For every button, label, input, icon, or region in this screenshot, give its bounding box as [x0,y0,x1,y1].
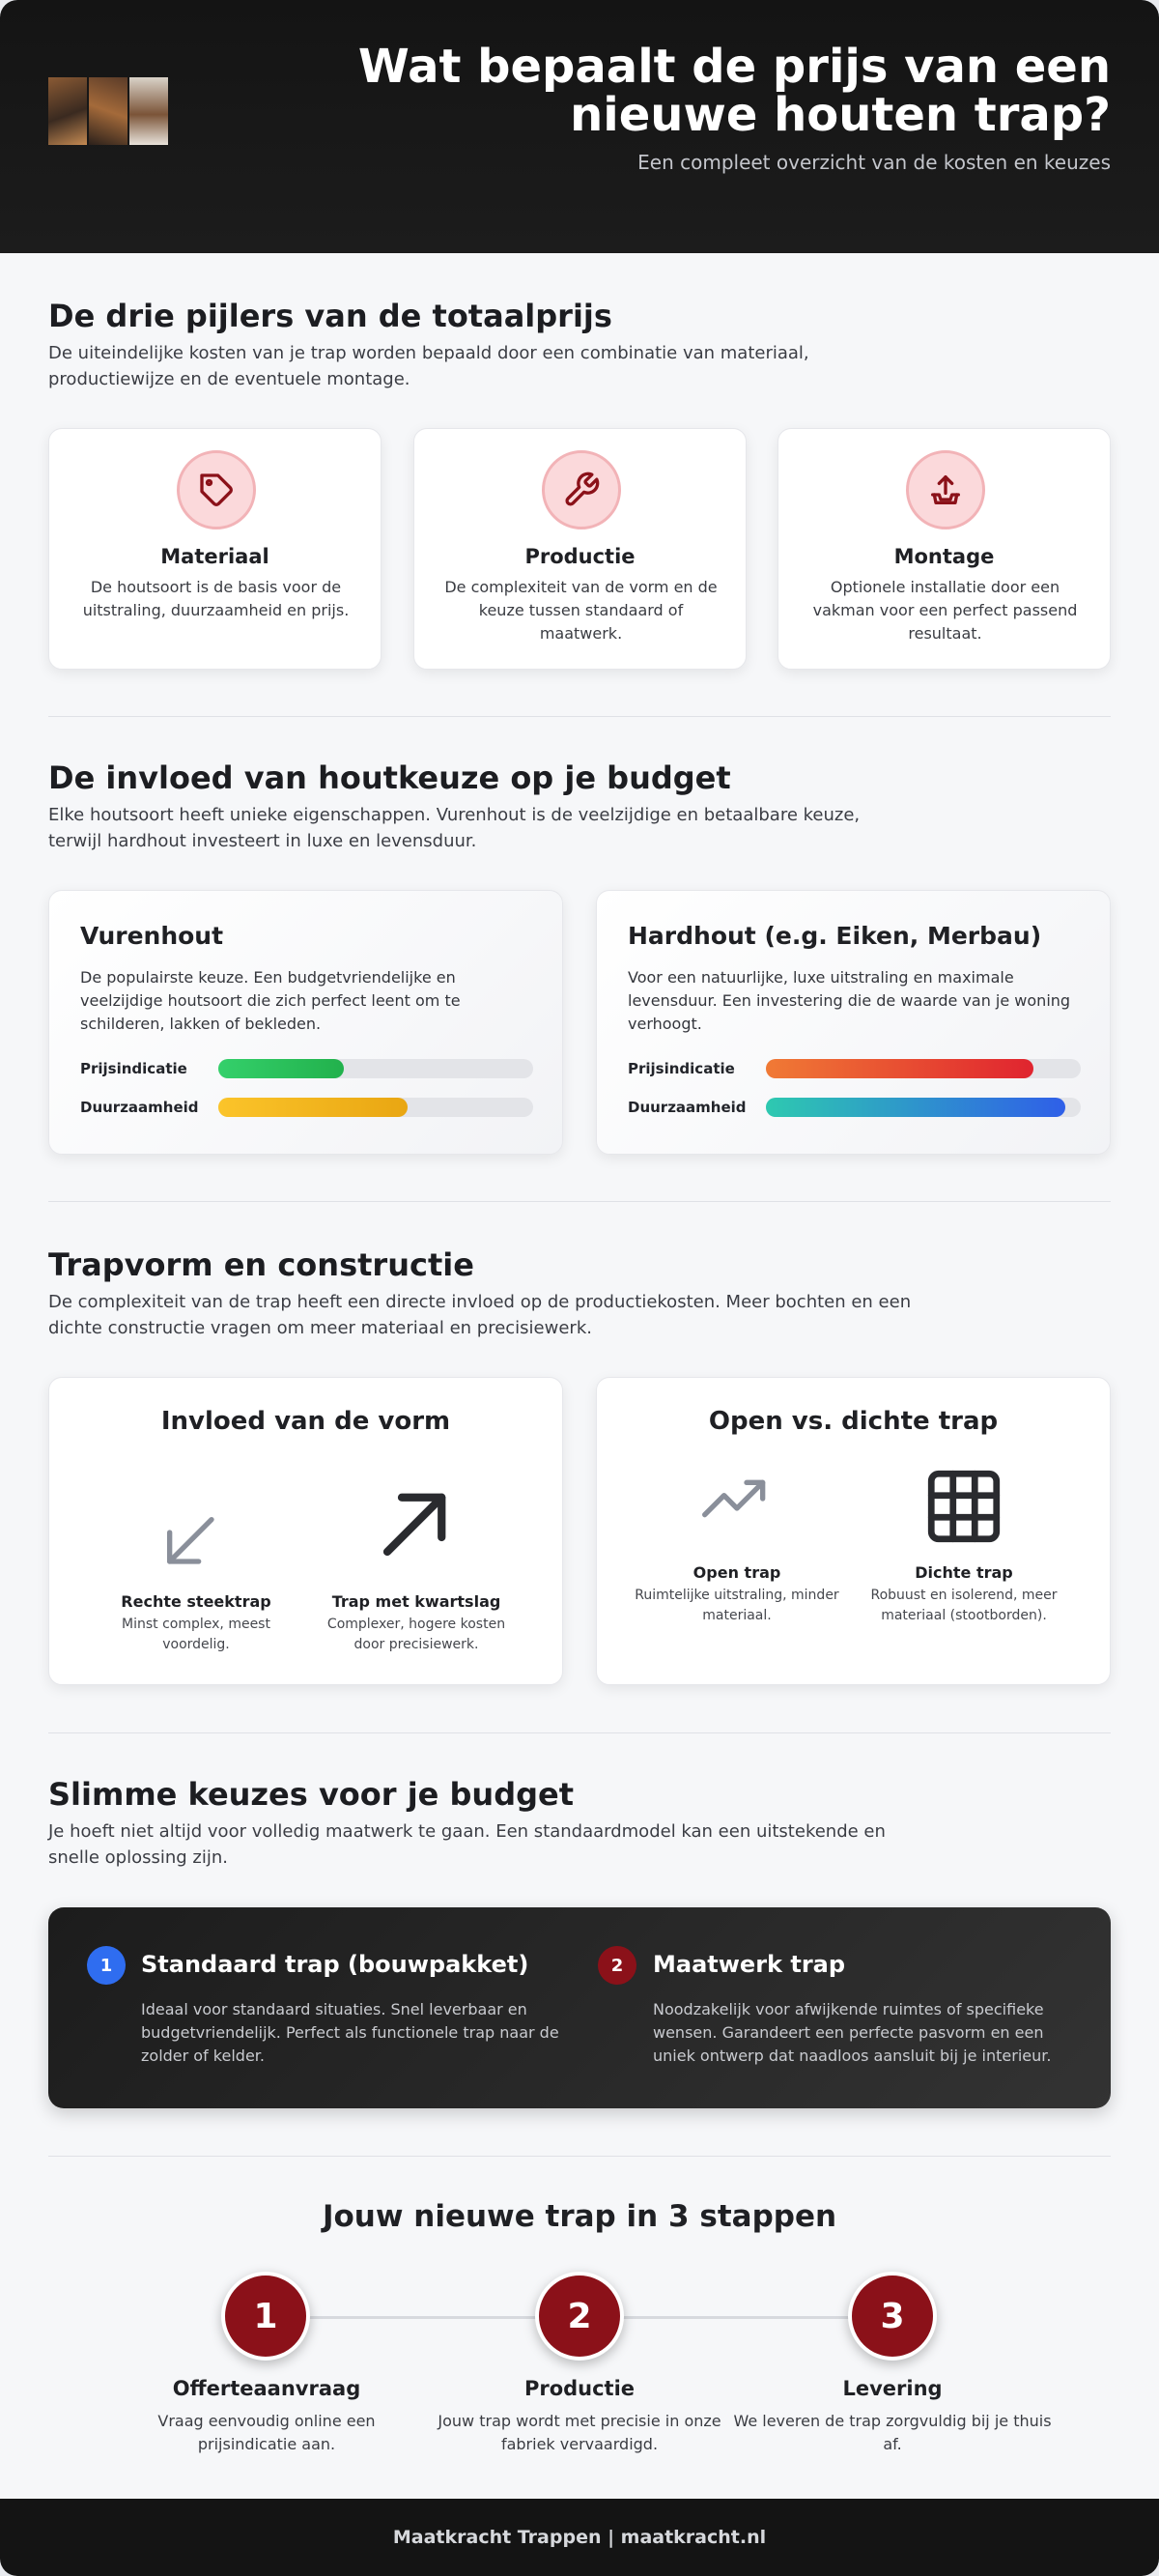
step-name: Levering [842,2377,943,2400]
grid-icon [920,1463,1007,1554]
section-text-wood: Elke houtsoort heeft unieke eigenschappen. Vurenhout is de veelzijdige en betaalbare keuze, terwijl hardhout investeert in luxe en levensduur. [48,805,861,851]
pillar-card-productie [413,428,747,670]
page-subtitle: Een compleet overzicht van de kosten en keuzes [637,151,1111,174]
budget-option-text: Noodzakelijk voor afwijkende ruimtes of specifieke wensen. Garandeert een perfecte pasvorm en een uniek ontwerp dat naadloos aansluit bij je interieur. [653,2000,1052,2065]
section-title-pillars: De drie pijlers van de totaalprijs [48,298,612,334]
step-name: Offerteaanvraag [172,2377,361,2400]
meter-label-price: Prijsindicatie [80,1060,187,1077]
shape-option-name: Open trap [693,1563,781,1582]
durability-meter [766,1098,1081,1117]
budget-badge: 1 [87,1946,126,1985]
stair-photo [89,77,127,145]
price-meter [218,1059,533,1078]
step-desc: Vraag eenvoudig online een prijsindicatie aan. [157,2412,376,2453]
section-title-shape: Trapvorm en constructie [48,1246,474,1283]
shape-option-name: Dichte trap [915,1563,1013,1582]
step-number: 3 [848,2272,937,2361]
budget-option-title: Standaard trap (bouwpakket) [141,1951,529,1978]
trending-up-icon [698,1460,776,1541]
shape-card-open-dicht [596,1377,1111,1685]
durability-meter [218,1098,533,1117]
wood-title: Hardhout (e.g. Eiken, Merbau) [628,922,1042,950]
steps-title: Jouw nieuwe trap in 3 stappen [322,2199,837,2234]
tag-icon [177,450,256,530]
meter-label-durability: Duurzaamheid [80,1099,199,1116]
shape-card-vorm [48,1377,563,1685]
section-divider [48,1201,1111,1202]
budget-badge: 2 [598,1946,636,1985]
stair-photo [48,77,87,145]
hero-header [0,0,1159,253]
pillar-text: De houtsoort is de basis voor de uitstraling, duurzaamheid en prijs. [82,578,350,619]
shape-card-title: Open vs. dichte trap [708,1407,999,1436]
shape-option [104,1592,288,1655]
step-number: 1 [221,2272,310,2361]
pillar-text: De complexiteit van de vorm en de keuze tussen standaard of maatwerk. [444,578,718,643]
pillar-title: Materiaal [160,545,269,568]
step-number: 2 [535,2272,624,2361]
price-meter-fill [766,1059,1033,1078]
durability-meter-fill [218,1098,408,1117]
section-text-pillars: De uiteindelijke kosten van je trap worden bepaald door een combinatie van materiaal, productiewijze en de eventuele montage. [48,343,809,389]
shape-option-desc: Robuust en isolerend, meer materiaal (stootborden). [870,1588,1058,1623]
pillar-title: Productie [524,545,636,568]
section-title-budget: Slimme keuzes voor je budget [48,1776,574,1813]
section-text-budget: Je hoeft niet altijd voor volledig maatwerk te gaan. Een standaardmodel kan een uitstekende en snelle oplossing zijn. [48,1821,886,1868]
step-desc: Jouw trap wordt met precisie in onze fabriek vervaardigd. [438,2412,721,2453]
section-divider [48,716,1111,717]
pillar-text: Optionele installatie door een vakman voor een perfect passend resultaat. [812,578,1078,643]
page-title: Wat bepaalt de prijs van een nieuwe houten trap? [357,40,1111,142]
shape-option-name: Trap met kwartslag [331,1592,501,1611]
pillar-card-materiaal [48,428,382,670]
price-meter-fill [218,1059,344,1078]
stair-photo [129,77,168,145]
pillar-card-montage [777,428,1111,670]
shape-option-name: Rechte steektrap [121,1592,271,1611]
budget-option-text: Ideaal voor standaard situaties. Snel leverbaar en budgetvriendelijk. Perfect als functionele trap naar de zolder of kelder. [141,2000,559,2065]
step-desc: We leveren de trap zorgvuldig bij je thuis af. [733,2412,1052,2453]
section-title-wood: De invloed van houtkeuze op je budget [48,759,731,796]
shape-option-desc: Minst complex, meest voordelig. [122,1617,270,1652]
pillar-title: Montage [893,545,995,568]
shape-option [320,1592,513,1655]
arrow-up-right-icon [373,1479,460,1570]
footer-text[interactable]: Maatkracht Trappen | maatkracht.nl [392,2527,767,2548]
arrow-down-left-icon [154,1503,231,1585]
hero-image-strip [48,77,168,145]
wrench-icon [542,450,621,530]
footer [0,2499,1159,2576]
meter-label-price: Prijsindicatie [628,1060,735,1077]
wood-title: Vurenhout [80,922,224,950]
shape-card-title: Invloed van de vorm [160,1407,451,1436]
shape-option-desc: Complexer, hogere kosten door precisiewerk. [326,1617,506,1652]
section-divider [48,2156,1111,2157]
step-name: Productie [523,2377,636,2400]
wood-card-vurenhout [48,890,563,1155]
wood-text: De populairste keuze. Een budgetvriendelijke en veelzijdige houtsoort die zich perfect leent om te schilderen, lakken of bekleden. [80,968,461,1033]
wood-card-hardhout [596,890,1111,1155]
budget-option-title: Maatwerk trap [653,1951,846,1978]
section-divider [48,1732,1111,1733]
price-meter [766,1059,1081,1078]
shape-option-desc: Ruimtelijke uitstraling, minder materiaal. [635,1588,839,1623]
upload-icon [906,450,985,530]
budget-panel [48,1907,1111,2108]
shape-option [631,1563,843,1626]
section-text-shape: De complexiteit van de trap heeft een directe invloed op de productiekosten. Meer bochten en een dichte constructie vragen om meer materiaal en precisiewerk. [48,1292,912,1338]
durability-meter-fill [766,1098,1065,1117]
shape-option [858,1563,1070,1626]
wood-text: Voor een natuurlijke, luxe uitstraling en maximale levensduur. Een investering die de waarde van je woning verhoogt. [628,968,1071,1033]
meter-label-durability: Duurzaamheid [628,1099,747,1116]
